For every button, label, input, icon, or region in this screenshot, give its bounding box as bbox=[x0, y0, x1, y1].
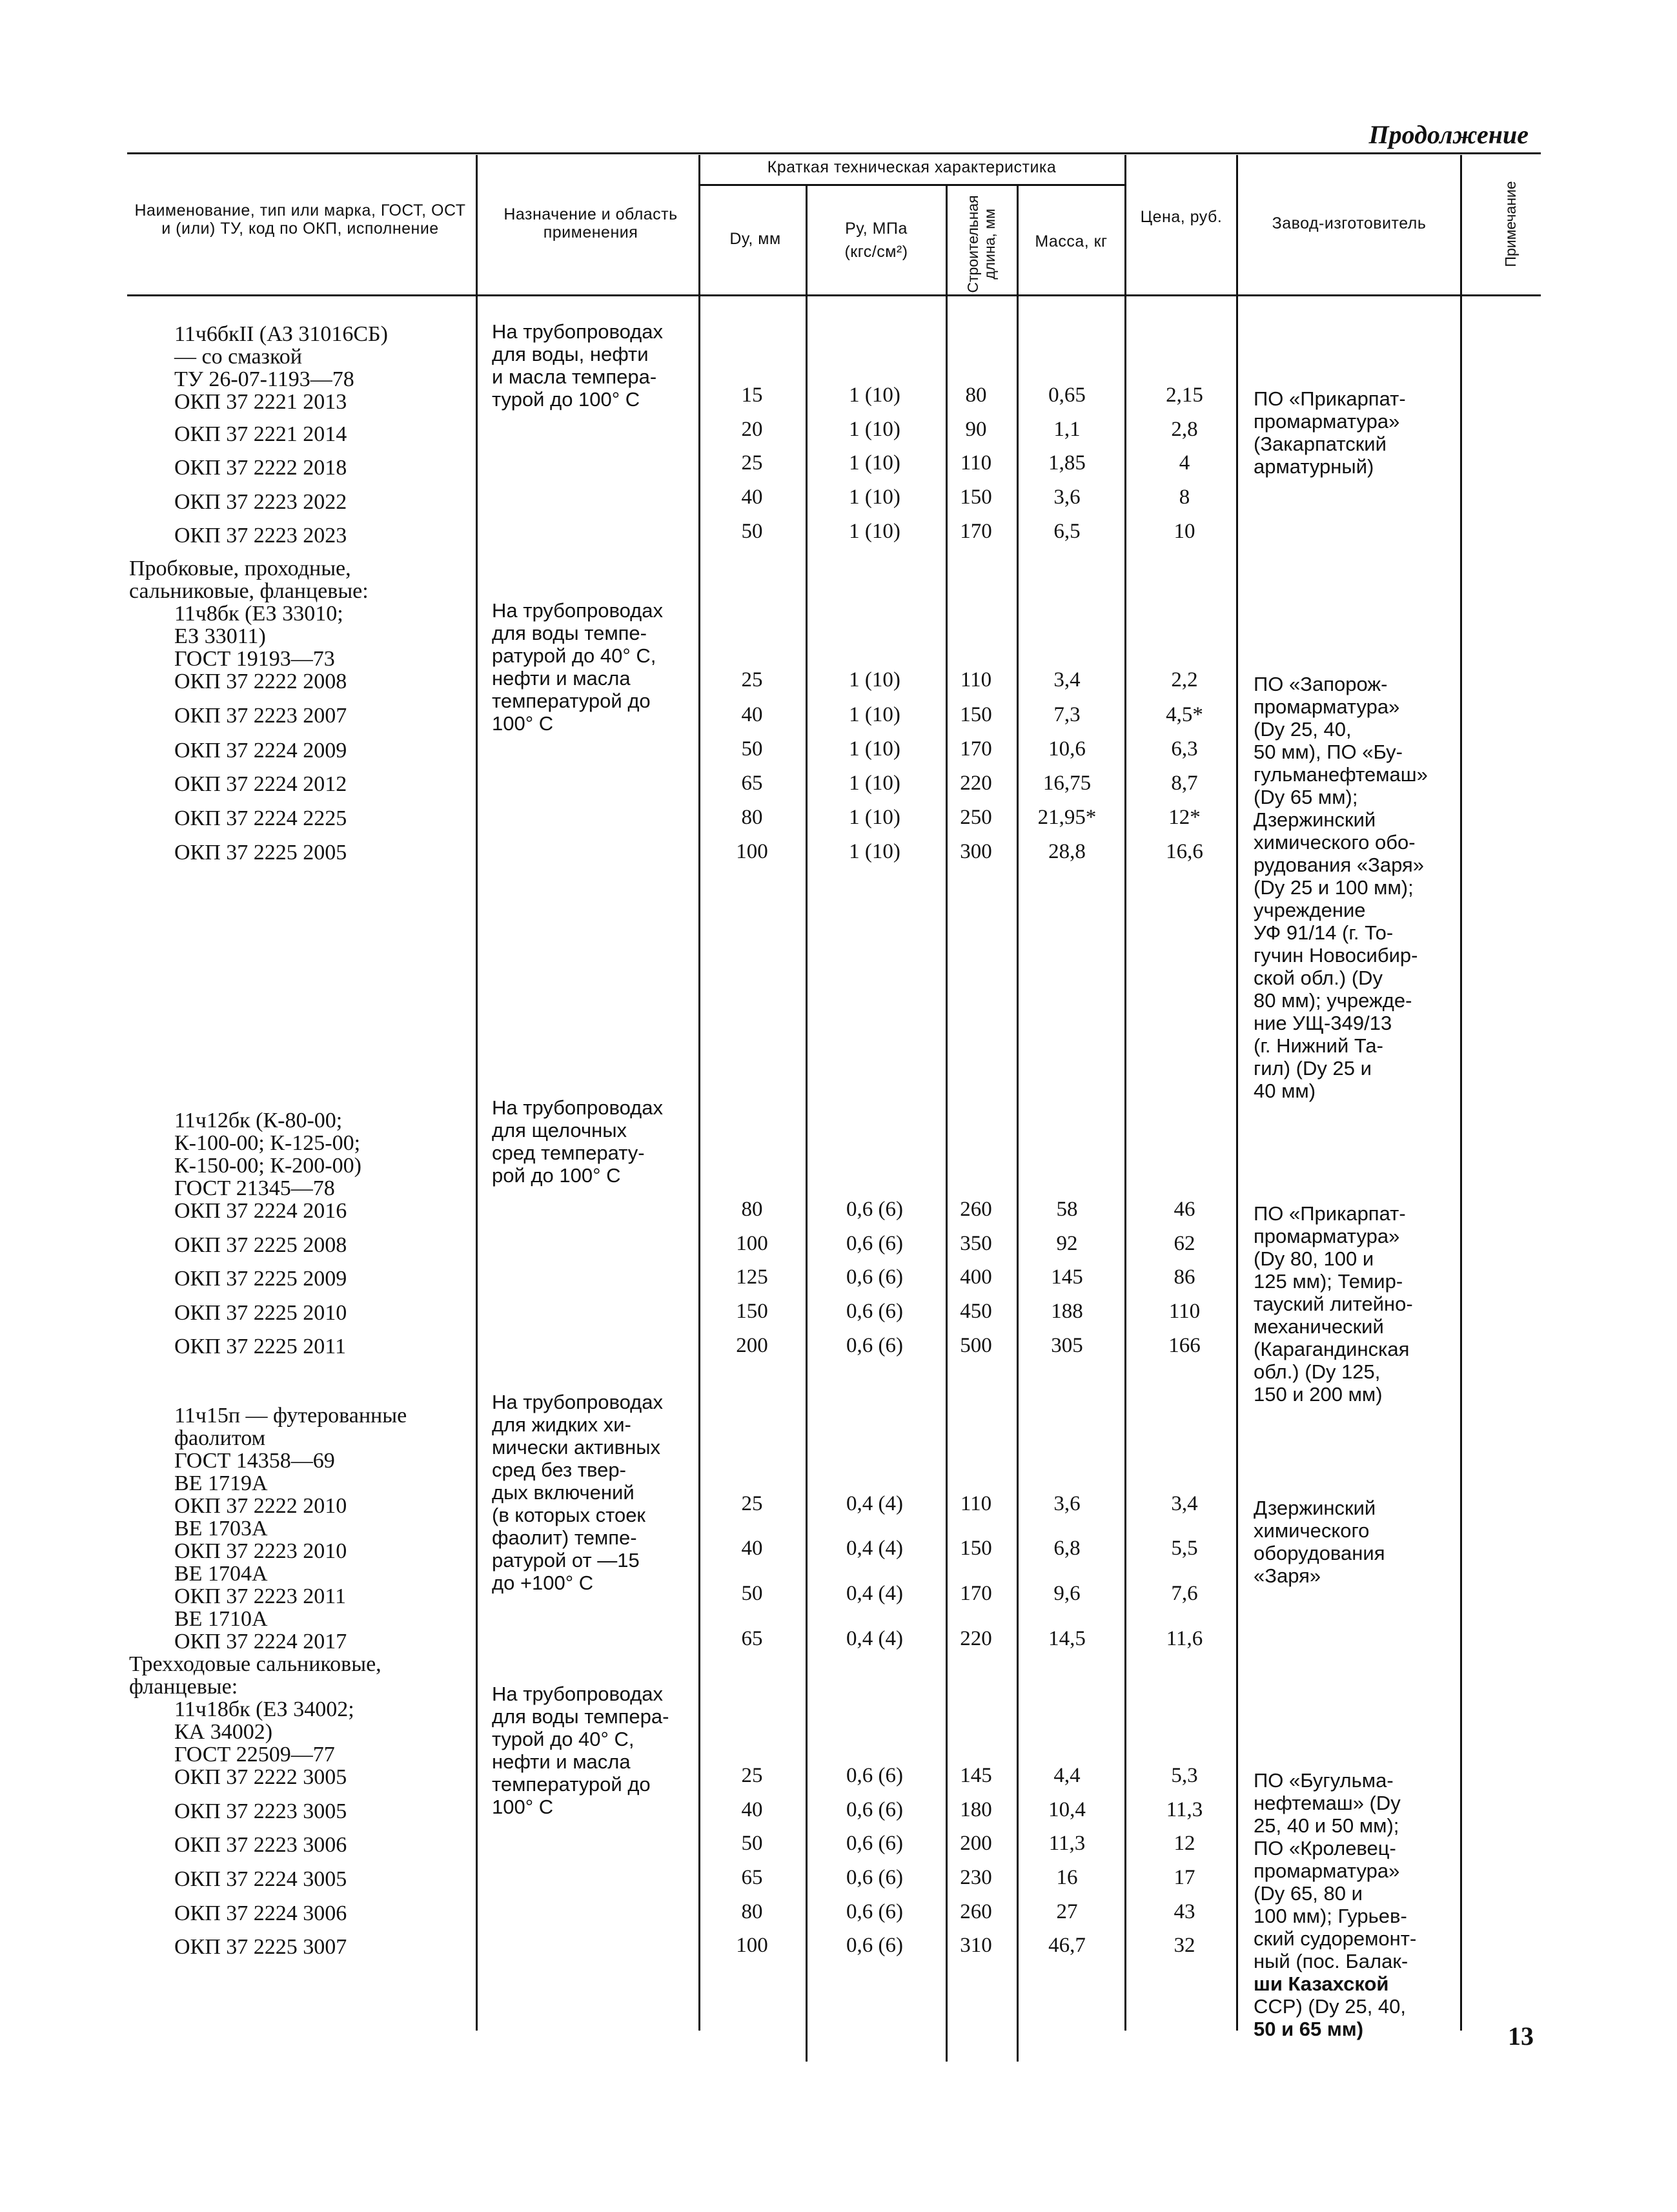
maker-line: промарматура» bbox=[1254, 695, 1400, 718]
name-line: ОКП 37 2223 2023 bbox=[174, 524, 347, 548]
cell-price: 62 bbox=[1174, 1232, 1195, 1255]
maker-line: ПО «Прикарпат- bbox=[1254, 1202, 1406, 1225]
maker-line: (Dу 25, 40, bbox=[1254, 718, 1352, 741]
header-maker: Завод-изготовитель bbox=[1272, 214, 1427, 232]
cell-py: 1 (10) bbox=[849, 520, 900, 543]
cell-mass: 46,7 bbox=[1048, 1934, 1086, 1957]
name-line: 11ч18бк (ЕЗ 34002; bbox=[174, 1697, 354, 1721]
name-line: Трехходовые сальниковые, bbox=[129, 1652, 381, 1676]
cell-dy: 50 bbox=[741, 737, 763, 761]
maker-line: Дзержинский bbox=[1254, 808, 1376, 831]
purpose-line: 100° С bbox=[492, 712, 554, 735]
purpose-line: дых включений bbox=[492, 1481, 635, 1504]
cell-py: 0,6 (6) bbox=[846, 1198, 903, 1221]
maker-line: ние УЩ-349/13 bbox=[1254, 1012, 1392, 1034]
header-dy: Dу, мм bbox=[729, 230, 781, 248]
name-line: ОКП 37 2222 2018 bbox=[174, 456, 347, 480]
name-line: 11ч6бкII (АЗ 31016СБ) bbox=[174, 322, 388, 346]
header-note: Примечание bbox=[1502, 181, 1519, 267]
header-py bbox=[810, 220, 942, 261]
cell-length: 350 bbox=[960, 1232, 992, 1255]
maker-line: арматурный) bbox=[1254, 455, 1374, 478]
name-line: ВЕ 1710А bbox=[174, 1607, 268, 1631]
cell-mass: 10,6 bbox=[1048, 737, 1086, 761]
purpose-block-1 bbox=[492, 320, 698, 411]
purpose-line: турой до 100° С bbox=[492, 388, 640, 411]
cell-dy: 125 bbox=[736, 1265, 768, 1289]
cell-py: 0,6 (6) bbox=[846, 1232, 903, 1255]
name-line: ГОСТ 22509—77 bbox=[174, 1743, 335, 1767]
purpose-line: На трубопроводах bbox=[492, 599, 663, 622]
cell-dy: 20 bbox=[741, 418, 763, 441]
cell-price: 3,4 bbox=[1171, 1492, 1198, 1515]
cell-length: 220 bbox=[960, 772, 992, 795]
name-line: ОКП 37 2223 2007 bbox=[174, 704, 347, 728]
name-line: ОКП 37 2224 2009 bbox=[174, 739, 347, 763]
maker-line: ши Казахской bbox=[1254, 1972, 1389, 1995]
cell-length: 170 bbox=[960, 1582, 992, 1605]
cell-dy: 25 bbox=[741, 451, 763, 475]
cell-py: 0,4 (4) bbox=[846, 1537, 903, 1560]
cell-py: 1 (10) bbox=[849, 772, 900, 795]
purpose-line: для щелочных bbox=[492, 1119, 627, 1142]
cell-length: 170 bbox=[960, 520, 992, 543]
name-line: ОКП 37 2224 3006 bbox=[174, 1901, 347, 1925]
cell-mass: 9,6 bbox=[1053, 1582, 1081, 1605]
name-line: 11ч12бк (К-80-00; bbox=[174, 1109, 343, 1132]
name-line: ОКП 37 2223 2010 bbox=[174, 1539, 347, 1563]
purpose-line: температурой до bbox=[492, 690, 651, 712]
name-line: ОКП 37 2221 2013 bbox=[174, 390, 347, 414]
cell-dy: 100 bbox=[736, 1934, 768, 1957]
cell-dy: 50 bbox=[741, 1832, 763, 1855]
purpose-line: температурой до bbox=[492, 1773, 651, 1796]
cell-price: 4 bbox=[1179, 451, 1190, 475]
cell-mass: 28,8 bbox=[1048, 840, 1086, 863]
maker-line: промарматура» bbox=[1254, 1225, 1400, 1247]
name-line: ОКП 37 2225 2005 bbox=[174, 841, 347, 865]
cell-dy: 50 bbox=[741, 1582, 763, 1605]
name-line: ОКП 37 2223 3006 bbox=[174, 1833, 347, 1857]
name-line: ЕЗ 33011) bbox=[174, 624, 266, 648]
name-line: 11ч8бк (ЕЗ 33010; bbox=[174, 602, 343, 626]
cell-price: 8 bbox=[1179, 486, 1190, 509]
purpose-line: нефти и масла bbox=[492, 1750, 631, 1773]
cell-dy: 25 bbox=[741, 1492, 763, 1515]
name-line: ОКП 37 2225 2008 bbox=[174, 1233, 347, 1257]
cell-mass: 6,8 bbox=[1053, 1537, 1081, 1560]
cell-mass: 10,4 bbox=[1048, 1798, 1086, 1821]
cell-dy: 25 bbox=[741, 1764, 763, 1787]
purpose-line: сред температу- bbox=[492, 1142, 645, 1164]
cell-py: 0,6 (6) bbox=[846, 1300, 903, 1323]
maker-line: (Dу 80, 100 и bbox=[1254, 1247, 1374, 1270]
maker-block-3 bbox=[1254, 1202, 1447, 1406]
cell-length: 200 bbox=[960, 1832, 992, 1855]
purpose-line: На трубопроводах bbox=[492, 320, 663, 343]
maker-line: гучин Новосибир- bbox=[1254, 944, 1418, 967]
name-line: ОКП 37 2225 2010 bbox=[174, 1301, 347, 1325]
cell-price: 46 bbox=[1174, 1198, 1195, 1221]
cell-mass: 16 bbox=[1056, 1866, 1078, 1889]
cell-price: 17 bbox=[1174, 1866, 1195, 1889]
cell-length: 230 bbox=[960, 1866, 992, 1889]
cell-length: 110 bbox=[960, 668, 992, 691]
name-line: ОКП 37 2222 3005 bbox=[174, 1765, 347, 1789]
cell-dy: 50 bbox=[741, 520, 763, 543]
cell-price: 166 bbox=[1168, 1334, 1201, 1357]
tech-group-rule bbox=[698, 184, 1124, 186]
purpose-line: фаолит) темпе- bbox=[492, 1526, 637, 1549]
name-line: ОКП 37 2222 2010 bbox=[174, 1494, 347, 1518]
purpose-line: и масла темпера- bbox=[492, 365, 657, 388]
header-py-line1: Pу, МПа bbox=[845, 220, 908, 238]
cell-price: 4,5* bbox=[1166, 703, 1203, 726]
maker-line: 100 мм); Гурьев- bbox=[1254, 1905, 1407, 1927]
name-line: ГОСТ 19193—73 bbox=[174, 647, 335, 671]
cell-dy: 40 bbox=[741, 1537, 763, 1560]
cell-length: 110 bbox=[960, 1492, 992, 1515]
cell-price: 43 bbox=[1174, 1900, 1195, 1923]
cell-py: 1 (10) bbox=[849, 703, 900, 726]
table-top-rule bbox=[127, 152, 1541, 154]
header-mass: Масса, кг bbox=[1035, 232, 1108, 251]
purpose-block-5 bbox=[492, 1683, 698, 1818]
name-line: фланцевые: bbox=[129, 1675, 238, 1699]
maker-block-2 bbox=[1254, 673, 1447, 1102]
header-name: Наименование, тип или марка, ГОСТ, ОСТ и (или) ТУ, код по ОКП, исполнение bbox=[134, 201, 466, 238]
cell-mass: 4,4 bbox=[1053, 1764, 1081, 1787]
cell-price: 7,6 bbox=[1171, 1582, 1198, 1605]
cell-length: 170 bbox=[960, 737, 992, 761]
header-purpose: Назначение и область применения bbox=[503, 205, 678, 241]
cell-mass: 3,6 bbox=[1053, 1492, 1081, 1515]
name-line: ГОСТ 14358—69 bbox=[174, 1449, 335, 1473]
header-length: Строительная длина, мм bbox=[964, 195, 998, 293]
cell-dy: 100 bbox=[736, 840, 768, 863]
cell-py: 0,4 (4) bbox=[846, 1582, 903, 1605]
maker-line: (Закарпатский bbox=[1254, 433, 1387, 455]
cell-mass: 305 bbox=[1051, 1334, 1083, 1357]
maker-line: ПО «Запорож- bbox=[1254, 673, 1388, 695]
maker-line: (г. Нижний Та- bbox=[1254, 1034, 1383, 1057]
cell-price: 5,3 bbox=[1171, 1764, 1198, 1787]
col-divider-8 bbox=[1460, 155, 1462, 2031]
name-line: ОКП 37 2224 2225 bbox=[174, 806, 347, 830]
cell-dy: 40 bbox=[741, 703, 763, 726]
name-line: ОКП 37 2225 3007 bbox=[174, 1935, 347, 1959]
header-bottom-rule bbox=[127, 294, 1541, 296]
maker-line: 40 мм) bbox=[1254, 1080, 1316, 1102]
purpose-line: нефти и масла bbox=[492, 667, 631, 690]
cell-price: 12 bbox=[1174, 1832, 1195, 1855]
cell-length: 150 bbox=[960, 703, 992, 726]
cell-py: 0,6 (6) bbox=[846, 1832, 903, 1855]
maker-line: 125 мм); Темир- bbox=[1254, 1270, 1403, 1293]
purpose-line: ратурой от —15 bbox=[492, 1549, 640, 1572]
purpose-line: до +100° С bbox=[492, 1572, 594, 1594]
name-line: КА 34002) bbox=[174, 1720, 273, 1744]
maker-line: химического обо- bbox=[1254, 831, 1416, 854]
cell-mass: 145 bbox=[1051, 1265, 1083, 1289]
maker-line: УФ 91/14 (г. То- bbox=[1254, 921, 1394, 944]
purpose-line: (в которых стоек bbox=[492, 1504, 645, 1526]
maker-block-5 bbox=[1254, 1769, 1447, 2040]
purpose-block-2 bbox=[492, 599, 698, 735]
name-line: ОКП 37 2223 2011 bbox=[174, 1584, 347, 1608]
cell-price: 2,8 bbox=[1171, 418, 1198, 441]
cell-length: 450 bbox=[960, 1300, 992, 1323]
cell-price: 2,15 bbox=[1166, 384, 1203, 407]
maker-line: ский судоремонт- bbox=[1254, 1927, 1417, 1950]
cell-py: 1 (10) bbox=[849, 418, 900, 441]
name-line: К-100-00; К-125-00; bbox=[174, 1131, 361, 1155]
cell-mass: 14,5 bbox=[1048, 1627, 1086, 1650]
cell-py: 0,6 (6) bbox=[846, 1265, 903, 1289]
maker-line: гульманефтемаш» bbox=[1254, 763, 1428, 786]
name-line: ОКП 37 2223 2022 bbox=[174, 490, 347, 514]
name-line: ОКП 37 2222 2008 bbox=[174, 670, 347, 693]
cell-price: 8,7 bbox=[1171, 772, 1198, 795]
cell-mass: 3,6 bbox=[1053, 486, 1081, 509]
col-divider-3 bbox=[806, 186, 808, 2062]
purpose-line: сред без твер- bbox=[492, 1459, 626, 1481]
name-line: ОКП 37 2223 3005 bbox=[174, 1799, 347, 1823]
purpose-line: для воды темпера- bbox=[492, 1705, 669, 1728]
purpose-line: 100° С bbox=[492, 1796, 554, 1818]
maker-block-1 bbox=[1254, 387, 1447, 478]
cell-length: 180 bbox=[960, 1798, 992, 1821]
cell-price: 16,6 bbox=[1166, 840, 1203, 863]
cell-price: 5,5 bbox=[1171, 1537, 1198, 1560]
maker-line: ПО «Кролевец- bbox=[1254, 1837, 1396, 1859]
name-line: ОКП 37 2224 2012 bbox=[174, 772, 347, 796]
cell-py: 1 (10) bbox=[849, 668, 900, 691]
maker-line: механический bbox=[1254, 1315, 1384, 1338]
cell-dy: 40 bbox=[741, 1798, 763, 1821]
header-py-line2: (кгс/см²) bbox=[844, 243, 908, 261]
cell-py: 1 (10) bbox=[849, 737, 900, 761]
maker-line: 80 мм); учрежде- bbox=[1254, 989, 1412, 1012]
maker-line: ской обл.) (Dу bbox=[1254, 967, 1383, 989]
page-number: 13 bbox=[1508, 2022, 1534, 2051]
cell-py: 1 (10) bbox=[849, 806, 900, 829]
cell-dy: 65 bbox=[741, 772, 763, 795]
maker-line: учреждение bbox=[1254, 899, 1366, 921]
cell-price: 110 bbox=[1168, 1300, 1201, 1323]
cell-dy: 15 bbox=[741, 384, 763, 407]
cell-price: 11,3 bbox=[1166, 1798, 1203, 1821]
cell-price: 10 bbox=[1174, 520, 1195, 543]
cell-py: 0,4 (4) bbox=[846, 1627, 903, 1650]
cell-price: 2,2 bbox=[1171, 668, 1198, 691]
name-line: ОКП 37 2221 2014 bbox=[174, 422, 347, 446]
name-line: ТУ 26-07-1193—78 bbox=[174, 367, 354, 391]
col-divider-2 bbox=[698, 155, 700, 2031]
name-line: К-150-00; К-200-00) bbox=[174, 1154, 361, 1178]
cell-py: 0,6 (6) bbox=[846, 1866, 903, 1889]
purpose-line: ратурой до 40° С, bbox=[492, 644, 656, 667]
name-line: фаолитом bbox=[174, 1426, 266, 1450]
name-line: ОКП 37 2225 2009 bbox=[174, 1267, 347, 1291]
maker-line: промарматура» bbox=[1254, 410, 1400, 433]
cell-length: 150 bbox=[960, 486, 992, 509]
col-divider-7 bbox=[1236, 155, 1238, 2031]
cell-dy: 25 bbox=[741, 668, 763, 691]
cell-length: 80 bbox=[965, 384, 987, 407]
cell-dy: 80 bbox=[741, 806, 763, 829]
purpose-line: для воды темпе- bbox=[492, 622, 647, 644]
maker-line: «Заря» bbox=[1254, 1564, 1321, 1587]
cell-py: 0,6 (6) bbox=[846, 1764, 903, 1787]
cell-mass: 58 bbox=[1056, 1198, 1078, 1221]
col-divider-6 bbox=[1124, 155, 1126, 2031]
maker-line: (Dу 25 и 100 мм); bbox=[1254, 876, 1414, 899]
purpose-line: турой до 40° С, bbox=[492, 1728, 635, 1750]
cell-mass: 1,1 bbox=[1053, 418, 1081, 441]
cell-price: 6,3 bbox=[1171, 737, 1198, 761]
cell-price: 32 bbox=[1174, 1934, 1195, 1957]
cell-mass: 1,85 bbox=[1048, 451, 1086, 475]
cell-mass: 21,95* bbox=[1037, 806, 1097, 829]
cell-dy: 40 bbox=[741, 486, 763, 509]
purpose-line: мически активных bbox=[492, 1436, 661, 1459]
cell-py: 1 (10) bbox=[849, 384, 900, 407]
maker-line: ПО «Бугульма- bbox=[1254, 1769, 1394, 1792]
purpose-line: для жидких хи- bbox=[492, 1413, 631, 1436]
purpose-block-4 bbox=[492, 1391, 698, 1594]
purpose-block-3 bbox=[492, 1096, 698, 1187]
cell-py: 1 (10) bbox=[849, 840, 900, 863]
maker-line: химического bbox=[1254, 1519, 1370, 1542]
cell-mass: 16,75 bbox=[1042, 772, 1092, 795]
purpose-line: На трубопроводах bbox=[492, 1683, 663, 1705]
cell-dy: 200 bbox=[736, 1334, 768, 1357]
name-line: ВЕ 1719А bbox=[174, 1471, 268, 1495]
cell-price: 12* bbox=[1168, 806, 1201, 829]
maker-line: (Dу 65, 80 и bbox=[1254, 1882, 1363, 1905]
header-price: Цена, руб. bbox=[1140, 208, 1223, 226]
maker-line: рудования «Заря» bbox=[1254, 854, 1425, 876]
cell-length: 150 bbox=[960, 1537, 992, 1560]
name-line: ОКП 37 2225 2011 bbox=[174, 1335, 347, 1358]
cell-length: 310 bbox=[960, 1934, 992, 1957]
cell-py: 0,6 (6) bbox=[846, 1900, 903, 1923]
cell-py: 0,6 (6) bbox=[846, 1334, 903, 1357]
purpose-line: На трубопроводах bbox=[492, 1096, 663, 1119]
name-line: ОКП 37 2224 2016 bbox=[174, 1199, 347, 1223]
cell-dy: 150 bbox=[736, 1300, 768, 1323]
cell-py: 1 (10) bbox=[849, 486, 900, 509]
maker-line: ный (пос. Балак- bbox=[1254, 1950, 1408, 1972]
maker-line: ПО «Прикарпат- bbox=[1254, 387, 1406, 410]
name-line: — со смазкой bbox=[174, 345, 302, 369]
cell-dy: 65 bbox=[741, 1627, 763, 1650]
cell-dy: 80 bbox=[741, 1198, 763, 1221]
cell-py: 0,4 (4) bbox=[846, 1492, 903, 1515]
cell-length: 500 bbox=[960, 1334, 992, 1357]
cell-py: 0,6 (6) bbox=[846, 1934, 903, 1957]
cell-py: 1 (10) bbox=[849, 451, 900, 475]
name-line: Пробковые, проходные, bbox=[129, 557, 351, 580]
cell-mass: 188 bbox=[1051, 1300, 1083, 1323]
cell-length: 300 bbox=[960, 840, 992, 863]
cell-length: 250 bbox=[960, 806, 992, 829]
maker-line: 150 и 200 мм) bbox=[1254, 1383, 1383, 1406]
col-divider-1 bbox=[476, 155, 478, 2031]
cell-mass: 3,4 bbox=[1053, 668, 1081, 691]
header-tech-group: Краткая техническая характеристика bbox=[767, 158, 1057, 176]
name-line: 11ч15п — футерованные bbox=[174, 1404, 407, 1428]
maker-line: нефтемаш» (Dу bbox=[1254, 1792, 1401, 1814]
cell-mass: 92 bbox=[1056, 1232, 1078, 1255]
maker-line: Дзержинский bbox=[1254, 1497, 1376, 1519]
cell-dy: 100 bbox=[736, 1232, 768, 1255]
cell-mass: 11,3 bbox=[1048, 1832, 1086, 1855]
cell-mass: 7,3 bbox=[1053, 703, 1081, 726]
name-line: сальниковые, фланцевые: bbox=[129, 579, 369, 603]
purpose-line: На трубопроводах bbox=[492, 1391, 663, 1413]
maker-line: оборудования bbox=[1254, 1542, 1385, 1564]
maker-line: промарматура» bbox=[1254, 1859, 1400, 1882]
maker-line: обл.) (Dу 125, bbox=[1254, 1360, 1381, 1383]
cell-price: 86 bbox=[1174, 1265, 1195, 1289]
cell-mass: 27 bbox=[1056, 1900, 1078, 1923]
maker-line: 50 мм), ПО «Бу- bbox=[1254, 741, 1403, 763]
name-line: ГОСТ 21345—78 bbox=[174, 1176, 335, 1200]
purpose-line: рой до 100° С bbox=[492, 1164, 621, 1187]
cell-length: 90 bbox=[965, 418, 987, 441]
maker-line: гил) (Dу 25 и bbox=[1254, 1057, 1372, 1080]
purpose-line: для воды, нефти bbox=[492, 343, 649, 365]
cell-mass: 6,5 bbox=[1053, 520, 1081, 543]
cell-length: 260 bbox=[960, 1198, 992, 1221]
cell-dy: 65 bbox=[741, 1866, 763, 1889]
cell-py: 0,6 (6) bbox=[846, 1798, 903, 1821]
name-line: ОКП 37 2224 2017 bbox=[174, 1630, 347, 1654]
name-line: ВЕ 1703А bbox=[174, 1517, 268, 1541]
maker-line: (Карагандинская bbox=[1254, 1338, 1410, 1360]
cell-mass: 0,65 bbox=[1048, 384, 1086, 407]
cell-length: 260 bbox=[960, 1900, 992, 1923]
cell-length: 400 bbox=[960, 1265, 992, 1289]
maker-line: (Dу 65 мм); bbox=[1254, 786, 1358, 808]
maker-line: ССР) (Dу 25, 40, bbox=[1254, 1995, 1407, 2018]
cell-dy: 80 bbox=[741, 1900, 763, 1923]
maker-line: 25, 40 и 50 мм); bbox=[1254, 1814, 1399, 1837]
cell-length: 145 bbox=[960, 1764, 992, 1787]
maker-line: тауский литейно- bbox=[1254, 1293, 1413, 1315]
cell-length: 220 bbox=[960, 1627, 992, 1650]
name-line: ОКП 37 2224 3005 bbox=[174, 1867, 347, 1891]
name-line: ВЕ 1704А bbox=[174, 1562, 268, 1586]
cell-price: 11,6 bbox=[1166, 1627, 1203, 1650]
cell-length: 110 bbox=[960, 451, 992, 475]
continuation-label: Продолжение bbox=[1368, 120, 1529, 149]
maker-block-4 bbox=[1254, 1497, 1447, 1587]
maker-line: 50 и 65 мм) bbox=[1254, 2018, 1364, 2040]
